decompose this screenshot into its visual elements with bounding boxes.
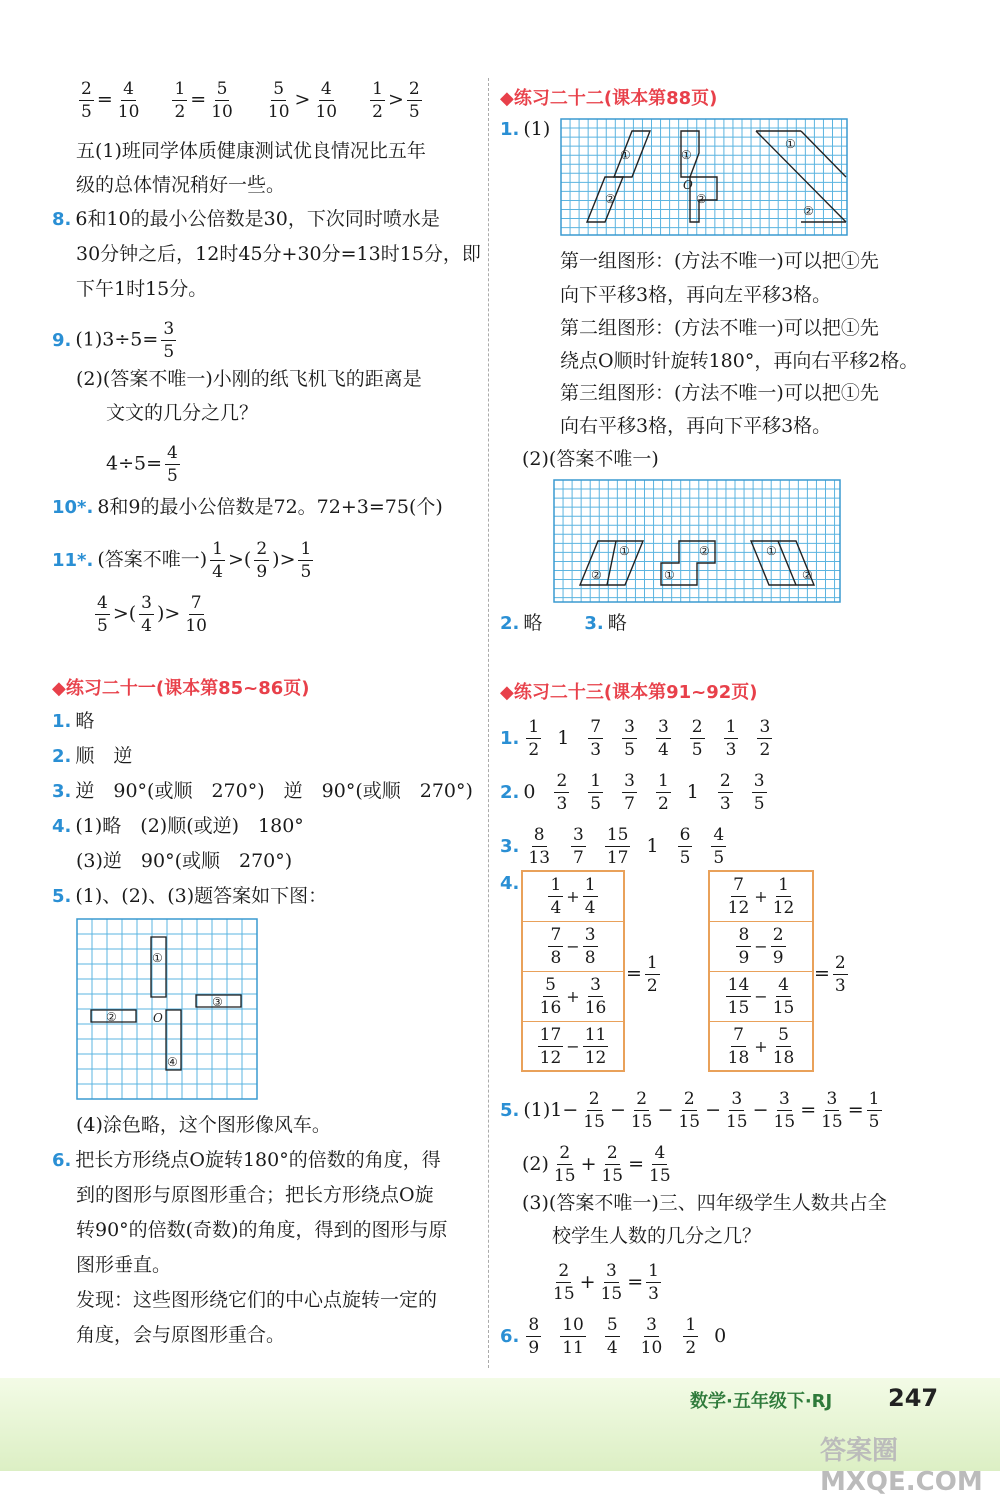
box2-result: = $\frac{2}{3}$: [814, 953, 846, 996]
operation-row: [523, 872, 623, 922]
fraction: $\frac{3}{10}$: [640, 1315, 663, 1358]
fraction: $\frac{11}{12}$: [584, 1025, 607, 1068]
operation-row: [523, 922, 623, 972]
fraction: $\frac{4}{5}$: [97, 593, 108, 636]
s23-q5-part2: [522, 1142, 676, 1187]
s23-q5b: [522, 1143, 676, 1186]
p1-label-2: ②: [591, 568, 602, 582]
fraction: $\frac{4}{5}$: [167, 443, 178, 486]
value: =: [628, 1152, 645, 1175]
g3-label-1: ①: [785, 137, 796, 151]
watermark: 答案圈 MXQE.COM: [820, 1436, 983, 1497]
fraction: $\frac{3}{7}$: [573, 825, 584, 868]
s22-group2-line2: 绕点O顺时针旋转180°，再向右平移2格。: [560, 350, 919, 372]
fraction: $\frac{1}{2}$: [372, 79, 383, 122]
value: −: [754, 987, 768, 1006]
p3-label-2: ②: [802, 568, 813, 582]
fraction: $\frac{1}{2}$: [174, 79, 186, 122]
fraction: $\frac{1}{5}$: [590, 771, 602, 814]
value: 0: [523, 780, 536, 803]
value: 1: [686, 780, 699, 803]
fraction: $\frac{3}{5}$: [163, 319, 175, 362]
operation-box-1: [521, 870, 625, 1072]
fraction: $\frac{15}{17}$: [606, 825, 629, 868]
s23-q2: 2. 0 $\frac{2}{3}$ $\frac{1}{5}$ $\frac{3}{7}$ $\frac{1}{2}$ 1 $\frac{2}{3}$ $\frac{3}{5}$: [500, 770, 783, 815]
fraction: $\frac{7}{3}$: [590, 717, 602, 760]
fraction: $\frac{2}{9}$: [256, 539, 268, 582]
s22-q1-part2: (2)(答案不唯一): [522, 448, 659, 470]
s22-q2-q3: 2. 略 3. 略: [500, 612, 627, 634]
fraction: $\frac{4}{10}$: [315, 79, 338, 122]
fraction: $\frac{5}{16}$: [539, 975, 562, 1018]
p1-label-1: ①: [619, 544, 630, 558]
operation-row: [710, 1022, 812, 1071]
fraction: $\frac{1}{5}$: [300, 539, 312, 582]
value: +: [754, 1037, 768, 1056]
s22-group3-line1: 第三组图形：(方法不唯一)可以把①先: [560, 382, 879, 404]
label-4: ④: [167, 1055, 178, 1069]
page-number: 247: [888, 1384, 939, 1412]
value: =: [847, 1098, 864, 1121]
q8-line3: 下午1时15分。: [76, 278, 208, 300]
fraction: $\frac{2}{5}$: [81, 79, 92, 122]
p2-label-2: ②: [699, 544, 710, 558]
fraction: $\frac{8}{13}$: [528, 825, 551, 868]
fraction: $\frac{3}{15}$: [600, 1261, 623, 1304]
s21-q5-part4: (4)涂色略，这个图形像风车。: [76, 1114, 331, 1136]
fraction: $\frac{14}{15}$: [727, 975, 750, 1018]
fraction: $\frac{2}{3}$: [834, 953, 846, 996]
column-divider: [488, 78, 489, 1368]
fraction: $\frac{2}{15}$: [553, 1261, 575, 1304]
fraction: $\frac{7}{12}$: [727, 875, 750, 918]
fraction: $\frac{1}{4}$: [212, 539, 223, 582]
g1-label-1: ①: [620, 148, 631, 162]
value: −: [752, 1098, 769, 1121]
value: =: [627, 1270, 644, 1293]
fraction: $\frac{3}{7}$: [624, 771, 635, 814]
rotation-grid-figure: [76, 918, 258, 1100]
s21-q6-line6: 角度，会与原图形重合。: [76, 1324, 286, 1346]
top-fraction-comparisons: $\frac{2}{5}$ = $\frac{4}{10}$ $\frac{1}{2}$ = $\frac{5}{10}$ $\frac{5}{10}$ > $\frac{4}{10}$ $\frac{1}{2}$ > $\frac{2}{5}$: [81, 79, 420, 122]
value: =: [800, 1098, 817, 1121]
g2-center-o: O: [683, 178, 693, 192]
q8-line2: 30分钟之后，12时45分+30分=13时15分，即: [76, 243, 481, 265]
fraction: $\frac{2}{5}$: [408, 79, 420, 122]
fraction: $\frac{2}{15}$: [630, 1089, 653, 1132]
fraction: $\frac{4}{15}$: [772, 975, 795, 1018]
fraction: $\frac{1}{12}$: [772, 875, 795, 918]
value: +: [566, 887, 580, 906]
fraction: $\frac{2}{15}$: [678, 1089, 701, 1132]
fraction: $\frac{10}{11}$: [562, 1315, 584, 1358]
conclusion-line: 级的总体情况稍好一些。: [76, 174, 286, 196]
q11-line2: $\frac{4}{5}$ >( $\frac{3}{4}$ )> $\frac{7}{10}$: [97, 593, 207, 636]
fraction: $\frac{1}{2}$: [685, 1315, 697, 1358]
label-1: ①: [152, 951, 163, 965]
fraction: $\frac{1}{3}$: [648, 1261, 659, 1304]
q9-part2-answer: 4÷5= $\frac{4}{5}$: [106, 443, 178, 486]
fraction: $\frac{2}{3}$: [556, 771, 568, 814]
fraction: $\frac{3}{2}$: [759, 717, 771, 760]
fraction: $\frac{3}{4}$: [657, 717, 669, 760]
operation-box-2: [708, 870, 814, 1072]
fraction: $\frac{17}{12}$: [539, 1025, 562, 1068]
s23-q5-part1: 5. (1)1− $\frac{2}{15}$ − $\frac{2}{15}$ − $\frac{2}{15}$ − $\frac{3}{15}$ − $\frac{3}{15}$ = $\frac{3}{15}$ = $\frac{1}{5}$: [500, 1088, 885, 1133]
q9-part2-line2: 文文的几分之几？: [106, 402, 259, 424]
s22-group1-line2: 向下平移3格，再向左平移3格。: [560, 284, 832, 306]
fraction: $\frac{3}{5}$: [624, 717, 635, 760]
value: 1: [646, 834, 659, 857]
g2-label-1: ①: [681, 148, 692, 162]
fraction: $\frac{5}{10}$: [267, 79, 290, 122]
fraction: $\frac{1}{3}$: [725, 717, 737, 760]
s23-q5-part3-line2: 校学生人数的几分之几？: [552, 1225, 762, 1247]
s21-q3: 3. 逆 90°(或顺 270°) 逆 90°(或顺 270°): [52, 780, 473, 802]
s22-group3-line2: 向右平移3格，再向下平移3格。: [560, 415, 832, 437]
shape-1: [151, 937, 166, 997]
fraction: $\frac{3}{5}$: [753, 771, 765, 814]
value: −: [566, 937, 580, 956]
fraction: $\frac{5}{10}$: [211, 79, 233, 122]
s23-q5-part3-answer: [548, 1260, 664, 1305]
value: (1)1−: [523, 1098, 579, 1121]
value: (2): [522, 1152, 549, 1175]
fraction: $\frac{5}{4}$: [606, 1315, 618, 1358]
fraction: $\frac{3}{15}$: [773, 1089, 796, 1132]
box1-result: = $\frac{1}{2}$: [626, 953, 658, 996]
fraction: $\frac{2}{15}$: [553, 1143, 576, 1186]
fraction: $\frac{7}{8}$: [550, 925, 562, 968]
value: −: [754, 937, 768, 956]
fraction: $\frac{1}{5}$: [868, 1089, 880, 1132]
translation-grid-figure: [560, 118, 848, 236]
fraction: $\frac{8}{9}$: [738, 925, 750, 968]
p3-label-1: ①: [766, 544, 777, 558]
fraction: $\frac{1}{4}$: [584, 875, 596, 918]
value: +: [579, 1270, 596, 1293]
fraction: $\frac{3}{4}$: [141, 593, 152, 636]
fraction: $\frac{2}{15}$: [583, 1089, 605, 1132]
s23-q5c: [548, 1261, 664, 1304]
fraction: $\frac{3}{8}$: [584, 925, 596, 968]
fraction: $\frac{2}{15}$: [601, 1143, 624, 1186]
operation-row: [523, 1022, 623, 1071]
fraction: $\frac{5}{18}$: [772, 1025, 795, 1068]
fraction: $\frac{2}{3}$: [719, 771, 731, 814]
conclusion-line: 五(1)班同学体质健康测试优良情况比五年: [76, 140, 426, 162]
fraction: $\frac{8}{9}$: [528, 1315, 540, 1358]
s23-q3: 3. $\frac{8}{13}$ $\frac{3}{7}$ $\frac{15}{17}$ 1 $\frac{6}{5}$ $\frac{4}{5}$: [500, 824, 742, 869]
center-o: O: [153, 1011, 163, 1025]
pattern-grid-figure: [553, 479, 841, 603]
fraction: $\frac{7}{18}$: [727, 1025, 750, 1068]
value: −: [566, 1037, 580, 1056]
section-header-22: ◆练习二十二(课本第88页): [500, 88, 718, 109]
fraction: $\frac{1}{4}$: [550, 875, 562, 918]
q10-line: 10*. 8和9的最小公倍数是72。72+3=75(个): [52, 496, 443, 518]
operation-row: [523, 972, 623, 1022]
s23-q1: 1. $\frac{1}{2}$ 1 $\frac{7}{3}$ $\frac{3}{5}$ $\frac{3}{4}$ $\frac{2}{5}$ $\frac{1}{3}$ $\frac{3}{2}$: [500, 716, 788, 761]
g2-label-2: ②: [696, 192, 707, 206]
s21-q4-line2: (3)逆 90°(或顺 270°): [76, 850, 293, 872]
fraction: $\frac{4}{15}$: [649, 1143, 671, 1186]
fraction: $\frac{4}{10}$: [117, 79, 140, 122]
footer-subject: 数学·五年级下·RJ: [690, 1391, 833, 1412]
value: 0: [714, 1324, 727, 1347]
p2-label-1: ①: [664, 568, 675, 582]
s21-q6-line1: 6. 把长方形绕点O旋转180°的倍数的角度，得: [52, 1149, 441, 1171]
fraction: $\frac{3}{15}$: [725, 1089, 748, 1132]
value: −: [705, 1098, 721, 1121]
s21-q2: 2. 顺 逆: [52, 745, 133, 767]
g1-label-2: ②: [605, 192, 616, 206]
s21-q6-line4: 图形垂直。: [76, 1254, 172, 1276]
s22-q1: 1. (1): [500, 118, 551, 140]
value: +: [566, 987, 580, 1006]
operation-row: [710, 872, 812, 922]
s23-q6: 6. $\frac{8}{9}$ $\frac{10}{11}$ $\frac{5}{4}$ $\frac{3}{10}$ $\frac{1}{2}$ 0: [500, 1314, 742, 1359]
operation-row: [710, 972, 812, 1022]
section-header-21: ◆练习二十一(课本第85~86页): [52, 678, 310, 699]
value: −: [657, 1098, 674, 1121]
fraction: $\frac{6}{5}$: [679, 825, 691, 868]
fraction: $\frac{7}{10}$: [185, 593, 207, 636]
fraction: $\frac{2}{9}$: [772, 925, 784, 968]
g3-label-2: ②: [803, 204, 814, 218]
q9-part1: 9. (1)3÷5= $\frac{3}{5}$: [52, 319, 175, 362]
label-2: ②: [106, 1010, 117, 1024]
fraction: $\frac{3}{16}$: [584, 975, 607, 1018]
value: +: [754, 887, 768, 906]
value: −: [609, 1098, 626, 1121]
fraction: $\frac{2}{5}$: [691, 717, 703, 760]
operation-row: [710, 922, 812, 972]
s21-q5: 5. (1)、(2)、(3)题答案如下图：: [52, 885, 328, 907]
s23-q4-number: 4.: [500, 873, 520, 894]
s22-group2-line1: 第二组图形：(方法不唯一)可以把①先: [560, 317, 879, 339]
fraction: $\frac{3}{15}$: [821, 1089, 843, 1132]
s23-q5-part3-line1: (3)(答案不唯一)三、四年级学生人数共占全: [522, 1192, 887, 1214]
value: 1: [557, 726, 570, 749]
fraction: $\frac{4}{5}$: [713, 825, 725, 868]
label-3: ③: [212, 995, 223, 1009]
value: +: [580, 1152, 597, 1175]
section-header-23: ◆练习二十三(课本第91~92页): [500, 682, 758, 703]
q11-line1: 11*. (答案不唯一) $\frac{1}{4}$ >( $\frac{2}{9}$ )> $\frac{1}{5}$: [52, 539, 312, 582]
fraction: $\frac{1}{2}$: [657, 771, 669, 814]
fraction: $\frac{1}{2}$: [646, 953, 658, 996]
fraction: $\frac{1}{2}$: [528, 717, 540, 760]
s21-q1: 1. 略: [52, 710, 95, 732]
s21-q6-line2: 到的图形与原图形重合；把长方形绕点O旋: [76, 1184, 434, 1206]
q9-part2-line1: (2)(答案不唯一)小刚的纸飞机飞的距离是: [76, 368, 422, 390]
s21-q6-line5: 发现：这些图形绕它们的中心点旋转一定的: [76, 1289, 438, 1311]
q8-line1: 8. 6和10的最小公倍数是30，下次同时喷水是: [52, 208, 440, 230]
s22-group1-line1: 第一组图形：(方法不唯一)可以把①先: [560, 250, 879, 272]
s21-q4-line1: 4. (1)略 (2)顺(或逆) 180°: [52, 815, 304, 837]
s21-q6-line3: 转90°的倍数(奇数)的角度，得到的图形与原: [76, 1219, 448, 1241]
